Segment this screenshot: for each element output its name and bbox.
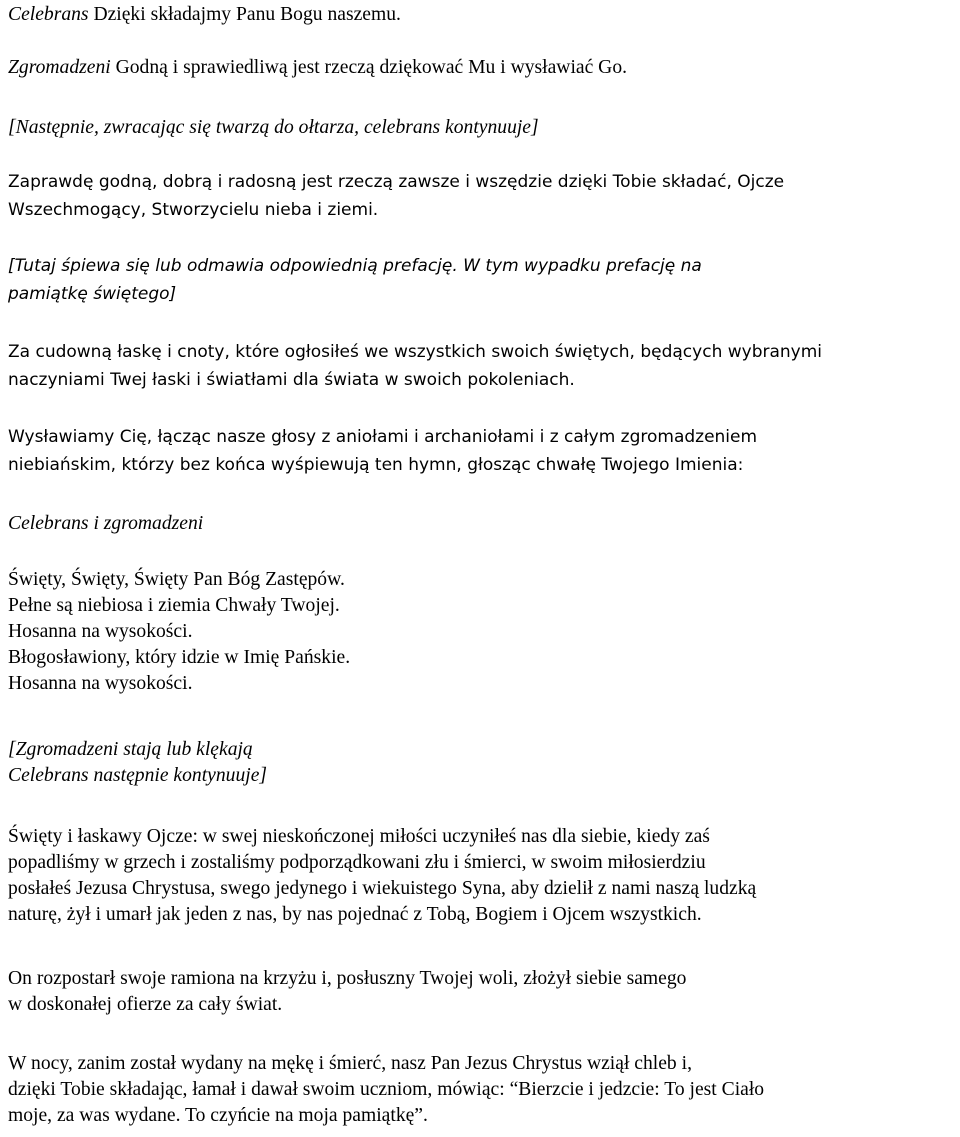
hymn-line: Hosanna na wysokości.	[8, 621, 193, 642]
congregation-label: Zgromadzeni	[8, 57, 111, 78]
paragraph-line: niebiańskim, którzy bez końca wyśpiewują ten hymn, głosząc chwałę Twojego Imienia:	[8, 455, 744, 475]
holy-father-paragraph	[8, 824, 956, 928]
praise-paragraph	[8, 423, 956, 479]
paragraph-line: dzięki Tobie składając, łamał i dawał swoim uczniom, mówiąc: “Bierzcie i jedzcie: To jest Ciało	[8, 1079, 765, 1100]
rubric-kneel	[8, 737, 956, 789]
paragraph-line: posłałeś Jezusa Chrystusa, swego jedynego i wiekuistego Syna, aby dzielił z nami naszą ludzką	[8, 878, 757, 899]
hymn-line: Błogosławiony, który idzie w Imię Pańskie.	[8, 647, 351, 668]
congregation-text: Godną i sprawiedliwą jest rzeczą dziękować Mu i wysławiać Go.	[110, 57, 628, 78]
paragraph-line: W nocy, zanim został wydany na mękę i śmierć, nasz Pan Jezus Chrystus wziął chleb i,	[8, 1053, 692, 1074]
hymn-line: Święty, Święty, Święty Pan Bóg Zastępów.	[8, 569, 345, 590]
paragraph-line: moje, za was wydane. To czyńcie na moja pamiątkę”.	[8, 1105, 428, 1126]
cross-paragraph	[8, 966, 956, 1018]
paragraph-line: Zaprawdę godną, dobrą i radosną jest rzeczą zawsze i wszędzie dzięki Tobie składać, Ojcze	[8, 172, 785, 192]
paragraph-line: On rozpostarł swoje ramiona na krzyżu i, posłuszny Twojej woli, złożył siebie samego	[8, 968, 687, 989]
paragraph-line: naczyniami Twej łaski i światłami dla świata w swoich pokoleniach.	[8, 370, 575, 390]
paragraph-line: popadliśmy w grzech i zostaliśmy podporządkowani złu i śmierci, w swoim miłosierdziu	[8, 852, 706, 873]
paragraph-line: Święty i łaskawy Ojcze: w swej nieskończonej miłości uczyniłeś nas dla siebie, kiedy zaś	[8, 826, 710, 847]
rubric-line: Celebrans następnie kontynuuje]	[8, 765, 268, 786]
paragraph-line: Za cudowną łaskę i cnoty, które ogłosiłeś we wszystkich swoich świętych, będących wybranymi	[8, 342, 823, 362]
rubric-turn-to-altar: [Następnie, zwracając się twarzą do ołtarza, celebrans kontynuuje]	[8, 117, 539, 138]
saints-preface-paragraph	[8, 338, 956, 394]
paragraph-line: w doskonałej ofierze za cały świat.	[8, 994, 283, 1015]
celebrans-label: Celebrans	[8, 4, 89, 25]
sanctus-hymn	[8, 567, 956, 697]
paragraph-line: pamiątkę świętego]	[8, 284, 177, 304]
rubric-line: [Zgromadzeni stają lub klękają	[8, 739, 253, 760]
rubric-preface	[8, 252, 956, 308]
paragraph-line: Wszechmogący, Stworzycielu nieba i ziemi.	[8, 200, 379, 220]
paragraph-line: Wysławiamy Cię, łącząc nasze głosy z aniołami i archaniołami i z całym zgromadzeniem	[8, 427, 758, 447]
preface-opening-paragraph	[8, 168, 956, 224]
paragraph-line: [Tutaj śpiewa się lub odmawia odpowiednią prefację. W tym wypadku prefację na	[8, 256, 702, 276]
hymn-line: Pełne są niebiosa i ziemia Chwały Twojej.	[8, 595, 340, 616]
celebrans-text: Dzięki składajmy Panu Bogu naszemu.	[88, 4, 401, 25]
institution-paragraph	[8, 1051, 956, 1129]
sanctus-heading: Celebrans i zgromadzeni	[8, 513, 204, 534]
paragraph-line: naturę, żył i umarł jak jeden z nas, by nas pojednać z Tobą, Bogiem i Ojcem wszystkich.	[8, 904, 702, 925]
hymn-line: Hosanna na wysokości.	[8, 673, 193, 694]
celebrans-dialogue-line	[8, 2, 956, 28]
congregation-response-line	[8, 55, 956, 81]
